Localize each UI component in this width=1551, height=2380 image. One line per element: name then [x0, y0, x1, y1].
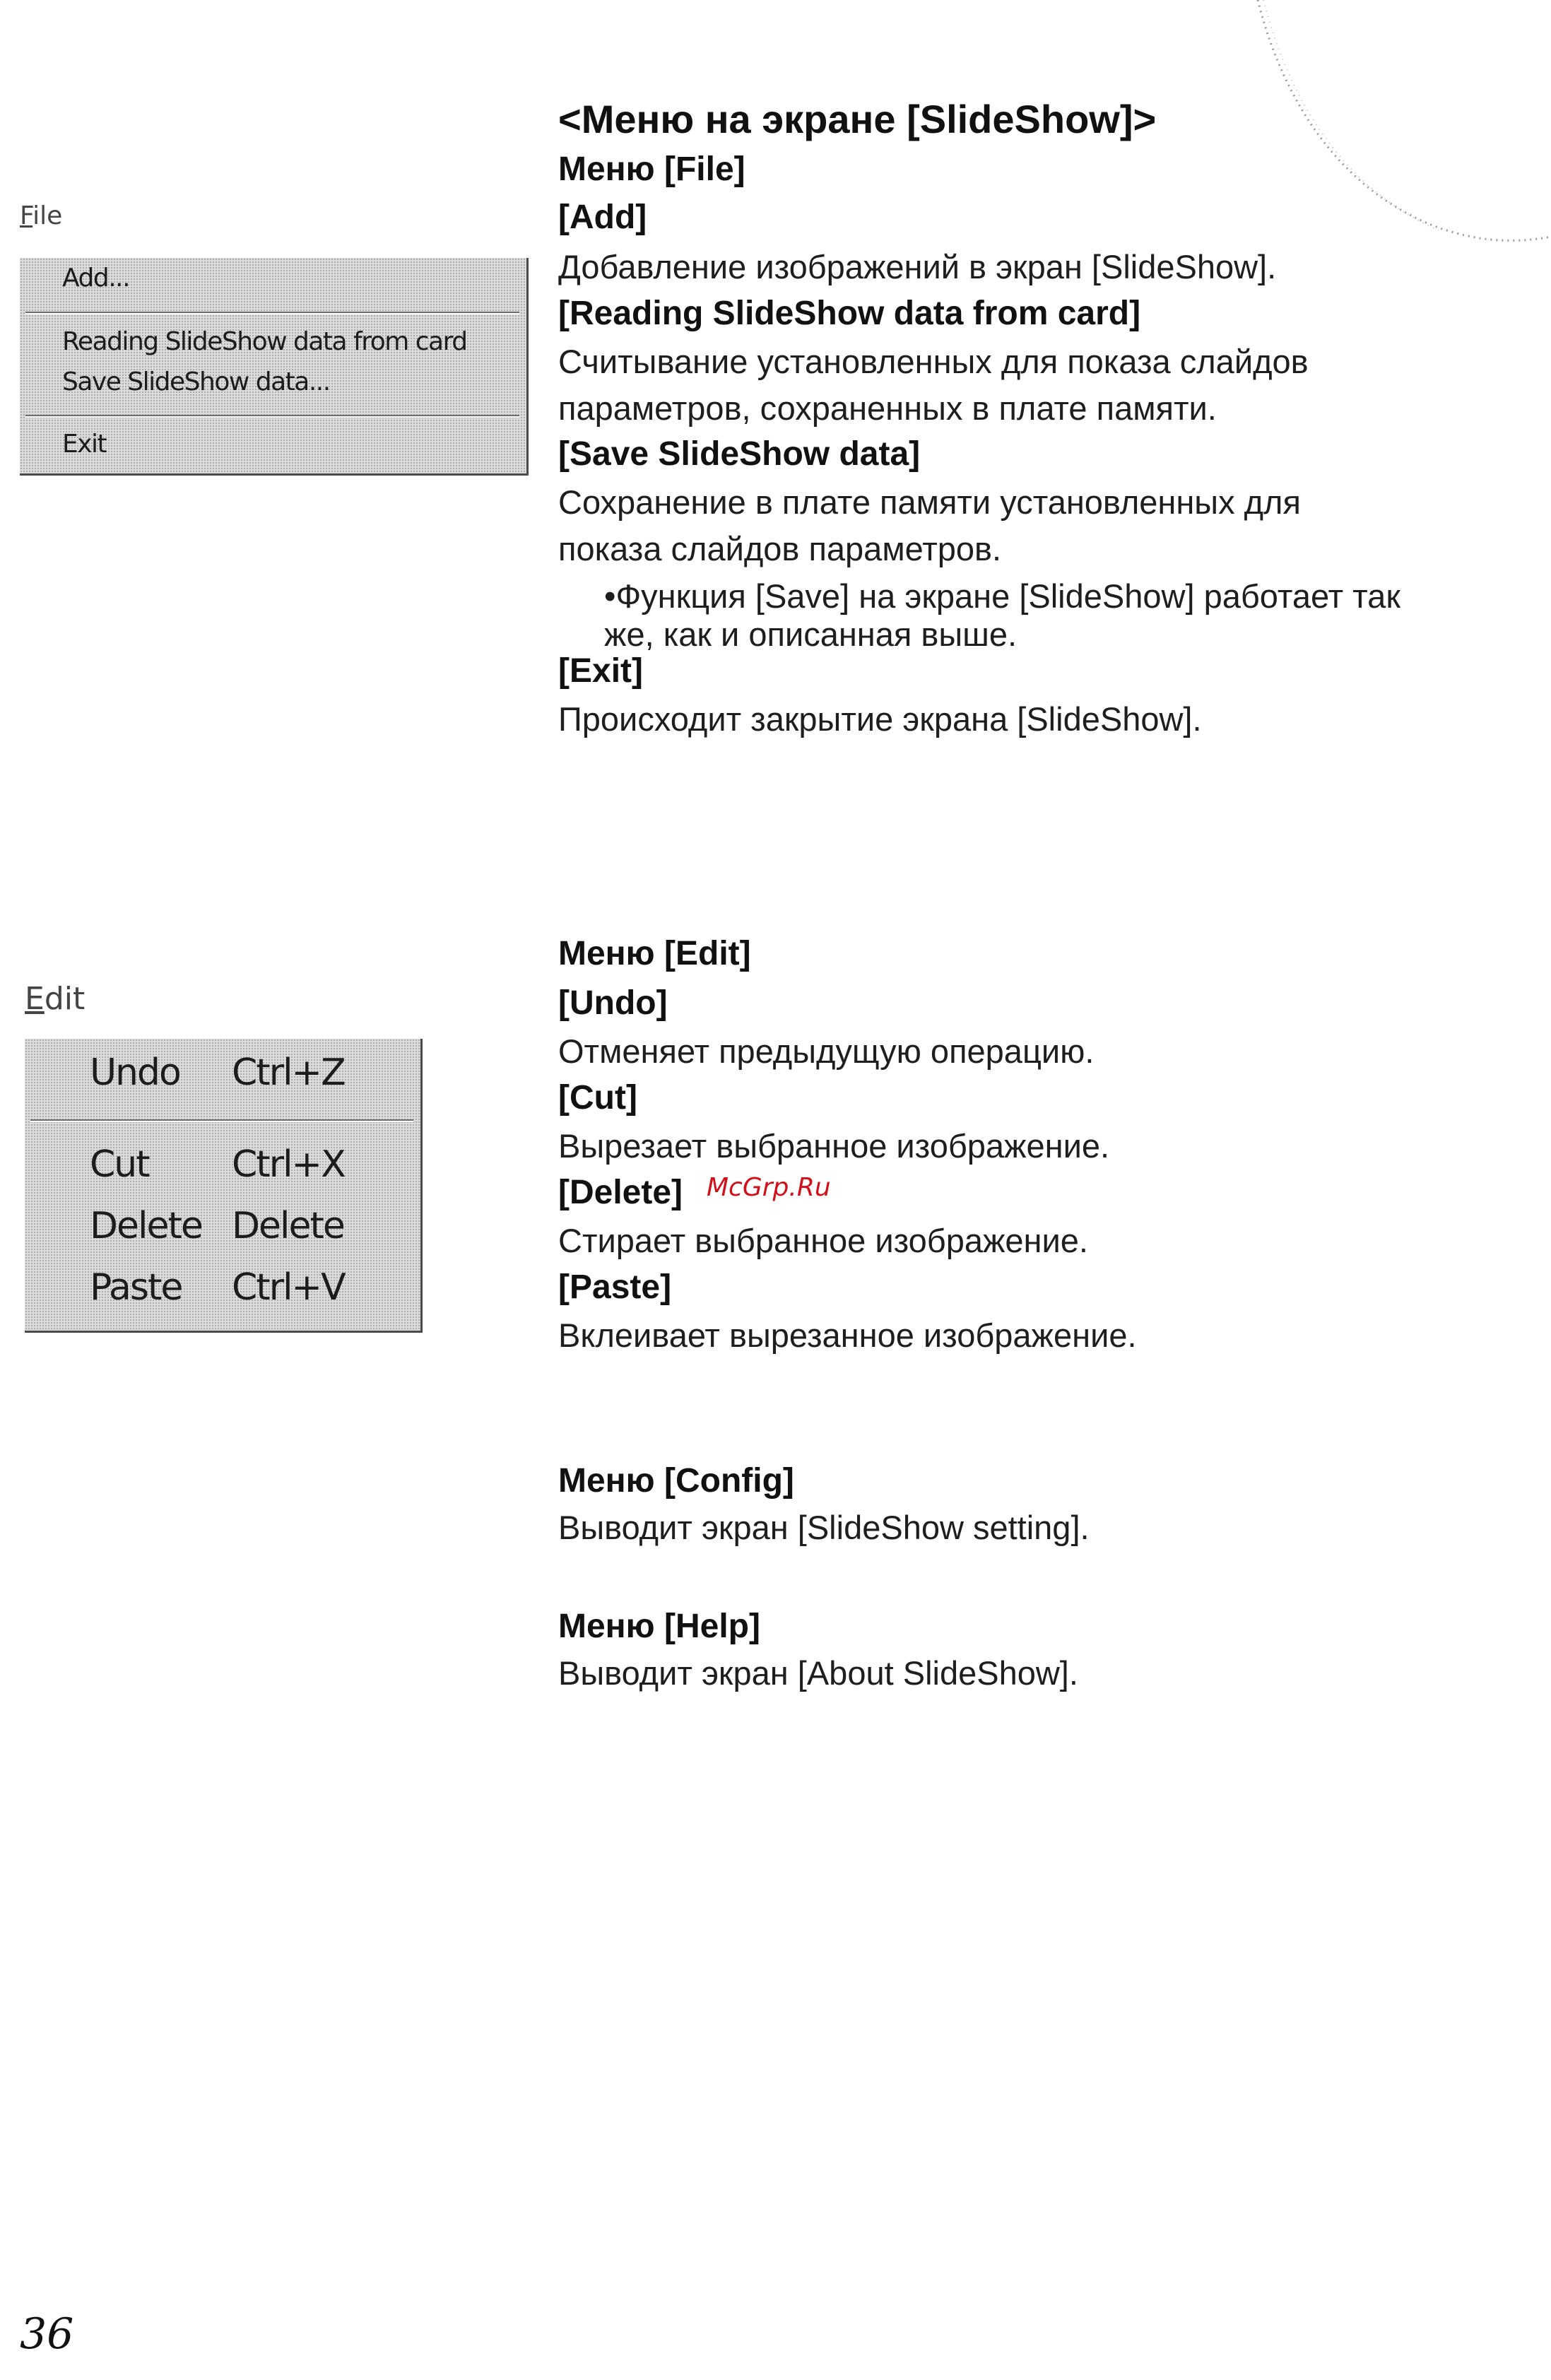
menu-item-exit[interactable]: Exit — [62, 430, 107, 459]
save-note-line-2: же, как и описанная выше. — [604, 615, 1018, 653]
cut-description: Вырезает выбранное изображение. — [558, 1127, 1110, 1165]
menu-item-shortcut: Ctrl+Z — [232, 1051, 345, 1094]
file-menu-heading: Меню [File] — [558, 151, 745, 188]
paste-heading: [Paste] — [558, 1268, 672, 1306]
section-title: <Меню на экране [SlideShow]> — [558, 97, 1157, 141]
delete-description: Стирает выбранное изображение. — [558, 1222, 1088, 1259]
add-description: Добавление изображений в экран [SlideShow]. — [558, 248, 1277, 285]
help-description: Выводит экран [About SlideShow]. — [558, 1654, 1078, 1692]
save-note-line-1: •Функция [Save] на экране [SlideShow] работает так — [604, 577, 1400, 615]
exit-heading: [Exit] — [558, 652, 643, 690]
menu-item-label: Cut — [90, 1143, 149, 1186]
menu-item-undo[interactable] — [25, 1051, 420, 1101]
config-description: Выводит экран [SlideShow setting]. — [558, 1509, 1090, 1546]
reading-heading: [Reading SlideShow data from card] — [558, 295, 1141, 332]
edit-menu-dropdown — [25, 1039, 423, 1333]
menu-item-shortcut: Ctrl+V — [232, 1266, 345, 1309]
config-menu-heading: Меню [Config] — [558, 1462, 794, 1500]
paste-description: Вклеивает вырезанное изображение. — [558, 1316, 1137, 1354]
edit-menu-heading: Меню [Edit] — [558, 935, 751, 972]
menu-item-add[interactable]: Add... — [62, 264, 130, 293]
menu-separator — [25, 312, 519, 314]
watermark-text: McGrp.Ru — [707, 1173, 831, 1202]
help-menu-heading: Меню [Help] — [558, 1608, 760, 1645]
undo-heading: [Undo] — [558, 984, 668, 1022]
menu-item-reading-slideshow-data[interactable]: Reading SlideShow data from card — [62, 327, 467, 356]
save-description-line-2: показа слайдов параметров. — [558, 530, 1002, 567]
cut-heading: [Cut] — [558, 1079, 637, 1117]
menu-item-cut[interactable] — [25, 1143, 420, 1193]
file-menu-caption[interactable] — [20, 201, 62, 230]
menu-item-save-slideshow-data[interactable]: Save SlideShow data... — [62, 367, 330, 396]
reading-description-line-1: Считывание установленных для показа слайдов — [558, 343, 1309, 380]
menu-item-shortcut: Ctrl+X — [232, 1143, 345, 1186]
exit-description: Происходит закрытие экрана [SlideShow]. — [558, 700, 1202, 738]
edit-menu-caption[interactable] — [25, 981, 85, 1017]
menu-separator — [25, 415, 519, 418]
menu-item-label: Paste — [90, 1266, 182, 1309]
file-menu-caption-label: File — [20, 201, 63, 230]
menu-item-label: Delete — [90, 1205, 202, 1247]
save-heading: [Save SlideShow data] — [558, 435, 921, 473]
delete-heading: [Delete] — [558, 1174, 683, 1211]
reading-description-line-2: параметров, сохраненных в плате памяти. — [558, 389, 1217, 427]
edit-menu-caption-label: Edit — [25, 981, 85, 1017]
menu-item-paste[interactable] — [25, 1266, 420, 1316]
add-heading: [Add] — [558, 199, 647, 236]
undo-description: Отменяет предыдущую операцию. — [558, 1032, 1095, 1070]
page-number: 36 — [20, 2309, 74, 2359]
menu-item-shortcut: Delete — [232, 1205, 344, 1247]
menu-separator — [30, 1119, 413, 1122]
save-description-line-1: Сохранение в плате памяти установленных для — [558, 483, 1301, 521]
menu-item-label: Undo — [90, 1051, 180, 1094]
file-menu-dropdown — [20, 258, 529, 476]
menu-item-delete[interactable] — [25, 1205, 420, 1254]
